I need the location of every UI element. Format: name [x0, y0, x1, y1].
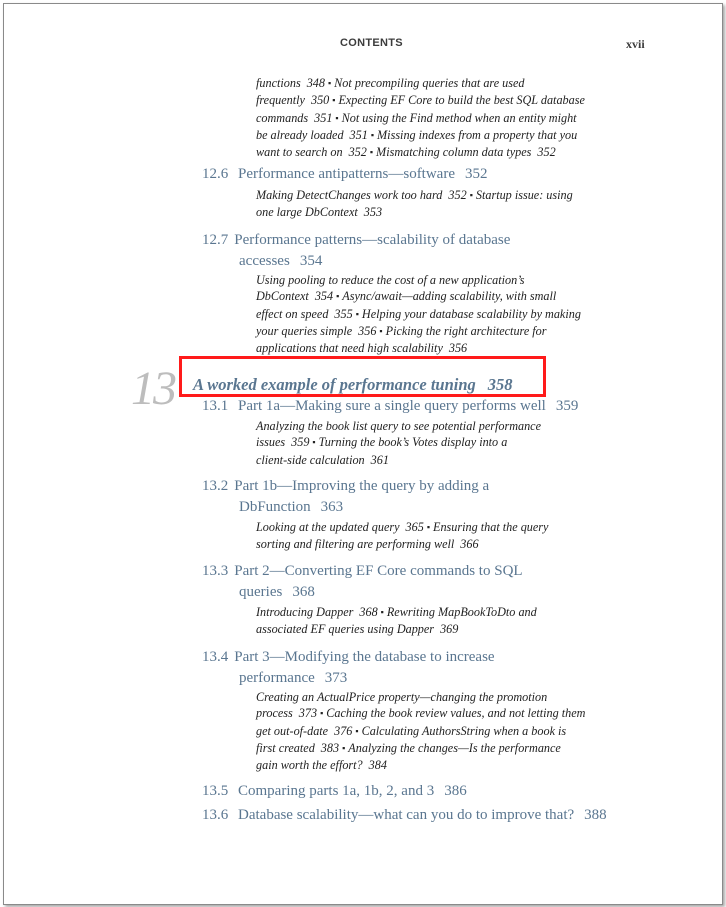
- section-page: 352: [465, 166, 488, 182]
- section-number: 13.3: [202, 563, 229, 579]
- bullet-separator: ▪: [327, 78, 332, 88]
- page-reference: 348: [306, 76, 325, 90]
- section-title: Database scalability—what can you do to improve that?: [238, 807, 575, 823]
- sub-line: [256, 144, 585, 161]
- chapter-page: 358: [487, 375, 513, 394]
- bullet-separator: ▪: [320, 708, 324, 719]
- bullet-separator: ▪: [355, 725, 359, 736]
- page-reference: 353: [363, 205, 383, 220]
- bullet-separator: ▪: [335, 112, 339, 123]
- toc-text: [256, 689, 585, 705]
- page-reference: 352: [348, 145, 367, 160]
- toc-text: sorting and filtering are performing well: [256, 537, 455, 552]
- subsections-13-1: [256, 418, 541, 468]
- bullet-separator: ▪: [426, 522, 431, 532]
- toc-text: Mismatching column data types: [376, 145, 532, 160]
- section-title: Comparing parts 1a, 1b, 2, and 3: [238, 783, 435, 799]
- bullet-separator: ▪: [355, 308, 359, 319]
- toc-text: Ensuring that the query: [433, 520, 549, 534]
- toc-text: [256, 306, 581, 323]
- toc-section-12-6[interactable]: [202, 164, 488, 185]
- toc-text: [202, 668, 495, 689]
- page-reference: 365: [405, 520, 424, 534]
- toc-text: performance: [239, 670, 315, 686]
- section-number: 13.4: [202, 649, 229, 665]
- bullet-separator: ▪: [379, 325, 383, 336]
- toc-text: process: [256, 706, 293, 721]
- page-reference: 383: [320, 740, 340, 755]
- toc-text: Not precompiling queries that are used: [334, 76, 525, 90]
- toc-text: Caching the book review values, and not letting them: [326, 706, 586, 721]
- toc-section-12-7[interactable]: [202, 230, 510, 272]
- toc-text: [256, 705, 585, 722]
- section-page: 359: [555, 398, 579, 414]
- toc-text: functions: [256, 76, 301, 90]
- bullet-separator: ▪: [369, 147, 374, 158]
- page-reference: 355: [334, 306, 353, 321]
- toc-text: [202, 497, 489, 518]
- toc-section-13-3[interactable]: [202, 561, 523, 603]
- toc-text: want to search on: [256, 145, 343, 160]
- toc-text: Making DetectChanges work too hard: [256, 188, 443, 202]
- page-number: xvii: [626, 37, 645, 51]
- subsections-13-4: [256, 689, 585, 773]
- toc-text: Rewriting MapBookToDto and: [386, 605, 537, 619]
- bullet-separator: ▪: [336, 291, 340, 302]
- toc-section-13-1[interactable]: [202, 396, 578, 417]
- toc-section-13-5[interactable]: [202, 781, 467, 802]
- bullet-separator: ▪: [380, 607, 384, 617]
- toc-text: [256, 519, 548, 536]
- section-page: 368: [292, 584, 315, 600]
- toc-text: Creating an ActualPrice property—changing the promotion: [256, 690, 548, 704]
- chapter-title[interactable]: [193, 375, 513, 395]
- continued-subsections: [256, 75, 585, 161]
- toc-text: [256, 604, 537, 621]
- toc-text: first created: [256, 740, 315, 755]
- toc-section-13-2[interactable]: [202, 476, 489, 518]
- toc-text: Picking the right architecture for: [385, 323, 547, 338]
- chapter-number: 13: [131, 362, 175, 415]
- toc-text: Not using the Find method when an entity might: [341, 110, 577, 125]
- toc-text: commands: [256, 110, 309, 125]
- toc-text: Analyzing the book list query to see potential performance: [256, 419, 541, 433]
- toc-text: [256, 204, 573, 220]
- toc-text: be already loaded: [256, 127, 344, 142]
- page-reference: 356: [358, 323, 377, 338]
- toc-text: issues: [256, 435, 286, 450]
- toc-text: Looking at the updated query: [256, 520, 400, 534]
- section-title: Part 1a—Making sure a single query performs well: [238, 398, 546, 414]
- toc-text: [202, 476, 489, 497]
- toc-text: Using pooling to reduce the cost of a new application’s: [256, 273, 525, 287]
- toc-text: associated EF queries using Dapper: [256, 622, 435, 637]
- toc-text: [202, 647, 495, 668]
- book-page: [3, 3, 723, 905]
- toc-text: Helping your database scalability by making: [361, 306, 581, 321]
- section-title: Performance antipatterns—software: [238, 166, 455, 182]
- toc-text: [256, 723, 585, 740]
- toc-text: [256, 288, 581, 305]
- section-title: Part 1b—Improving the query by adding a: [234, 478, 490, 494]
- page-reference: 361: [370, 452, 389, 467]
- section-number: 13.1: [202, 398, 229, 414]
- subsections-12-6: [256, 187, 573, 221]
- subsections-13-3: [256, 604, 537, 638]
- toc-text: DbFunction: [239, 499, 311, 515]
- page-reference: 352: [448, 188, 467, 202]
- toc-text: effect on speed: [256, 306, 329, 321]
- toc-text: [256, 434, 541, 451]
- section-number: 12.6: [202, 166, 229, 182]
- toc-text: [202, 561, 523, 582]
- toc-text: [256, 323, 581, 340]
- sub-line: [256, 92, 585, 109]
- section-page: 363: [320, 499, 344, 515]
- page-reference: 352: [537, 145, 556, 160]
- toc-text: [256, 621, 537, 637]
- toc-text: Calculating AuthorsString when a book is: [361, 723, 567, 738]
- toc-section-13-4[interactable]: [202, 647, 495, 689]
- toc-text: Startup issue: using: [475, 188, 573, 202]
- page-reference: 376: [334, 723, 353, 738]
- page-reference: 366: [460, 537, 479, 552]
- page-reference: 368: [359, 605, 378, 619]
- toc-text: [256, 740, 585, 757]
- running-head: CONTENTS: [340, 37, 403, 49]
- toc-text: [256, 757, 585, 773]
- bullet-separator: ▪: [312, 437, 316, 448]
- bullet-separator: ▪: [370, 129, 375, 140]
- toc-text: Analyzing the changes—Is the performance: [348, 740, 561, 755]
- section-page: 388: [584, 807, 607, 823]
- toc-text: one large DbContext: [256, 205, 358, 220]
- bullet-separator: ▪: [469, 190, 473, 200]
- toc-text: [256, 452, 541, 468]
- section-title: Part 2—Converting EF Core commands to SQL: [234, 563, 523, 579]
- page-reference: 350: [310, 93, 330, 108]
- sub-line: [256, 127, 585, 144]
- toc-text: [256, 340, 581, 356]
- toc-text: Expecting EF Core to build the best SQL database: [338, 93, 585, 108]
- toc-text: client-side calculation: [256, 452, 365, 467]
- toc-text: frequently: [256, 93, 305, 108]
- section-number: 12.7: [202, 232, 229, 248]
- toc-text: get out-of-date: [256, 723, 329, 738]
- toc-text: gain worth the effort?: [256, 758, 363, 773]
- toc-text: [256, 536, 548, 552]
- section-title: Performance patterns—scalability of database: [234, 232, 511, 248]
- bullet-separator: ▪: [332, 95, 336, 106]
- page-reference: 384: [368, 758, 387, 773]
- toc-text: [202, 251, 510, 272]
- subsections-13-2: [256, 519, 548, 553]
- toc-text: Async/await—adding scalability, with small: [342, 289, 557, 304]
- toc-text: Turning the book’s Votes display into a: [318, 435, 508, 450]
- bullet-separator: ▪: [342, 742, 346, 753]
- page-reference: 354: [314, 289, 334, 304]
- subsections-12-7: [256, 272, 581, 356]
- page-reference: 351: [349, 127, 368, 142]
- toc-text: [202, 230, 510, 251]
- page-reference: 373: [298, 706, 318, 721]
- toc-text: your queries simple: [256, 323, 353, 338]
- toc-text: [256, 418, 541, 434]
- toc-text: [256, 187, 573, 204]
- toc-text: queries: [239, 584, 283, 600]
- toc-text: Missing indexes from a property that you: [377, 127, 578, 142]
- section-number: 13.2: [202, 478, 229, 494]
- section-number: 13.6: [202, 807, 229, 823]
- section-page: 386: [444, 783, 467, 799]
- toc-text: accesses: [239, 253, 290, 269]
- toc-section-13-6[interactable]: [202, 805, 607, 826]
- page-reference: 356: [448, 341, 468, 356]
- toc-text: DbContext: [256, 289, 309, 304]
- section-page: 373: [324, 670, 348, 686]
- page-reference: 351: [314, 110, 333, 125]
- section-title: Part 3—Modifying the database to increase: [234, 649, 495, 665]
- page-reference: 369: [440, 622, 459, 637]
- toc-text: A worked example of performance tuning: [193, 375, 476, 394]
- sub-line: [256, 110, 585, 127]
- toc-text: [256, 272, 581, 288]
- sub-line: [256, 75, 585, 92]
- page-reference: 359: [291, 435, 310, 450]
- toc-text: applications that need high scalability: [256, 341, 443, 356]
- section-page: 354: [299, 253, 323, 269]
- toc-text: Introducing Dapper: [256, 605, 354, 619]
- section-number: 13.5: [202, 783, 229, 799]
- toc-text: [202, 582, 523, 603]
